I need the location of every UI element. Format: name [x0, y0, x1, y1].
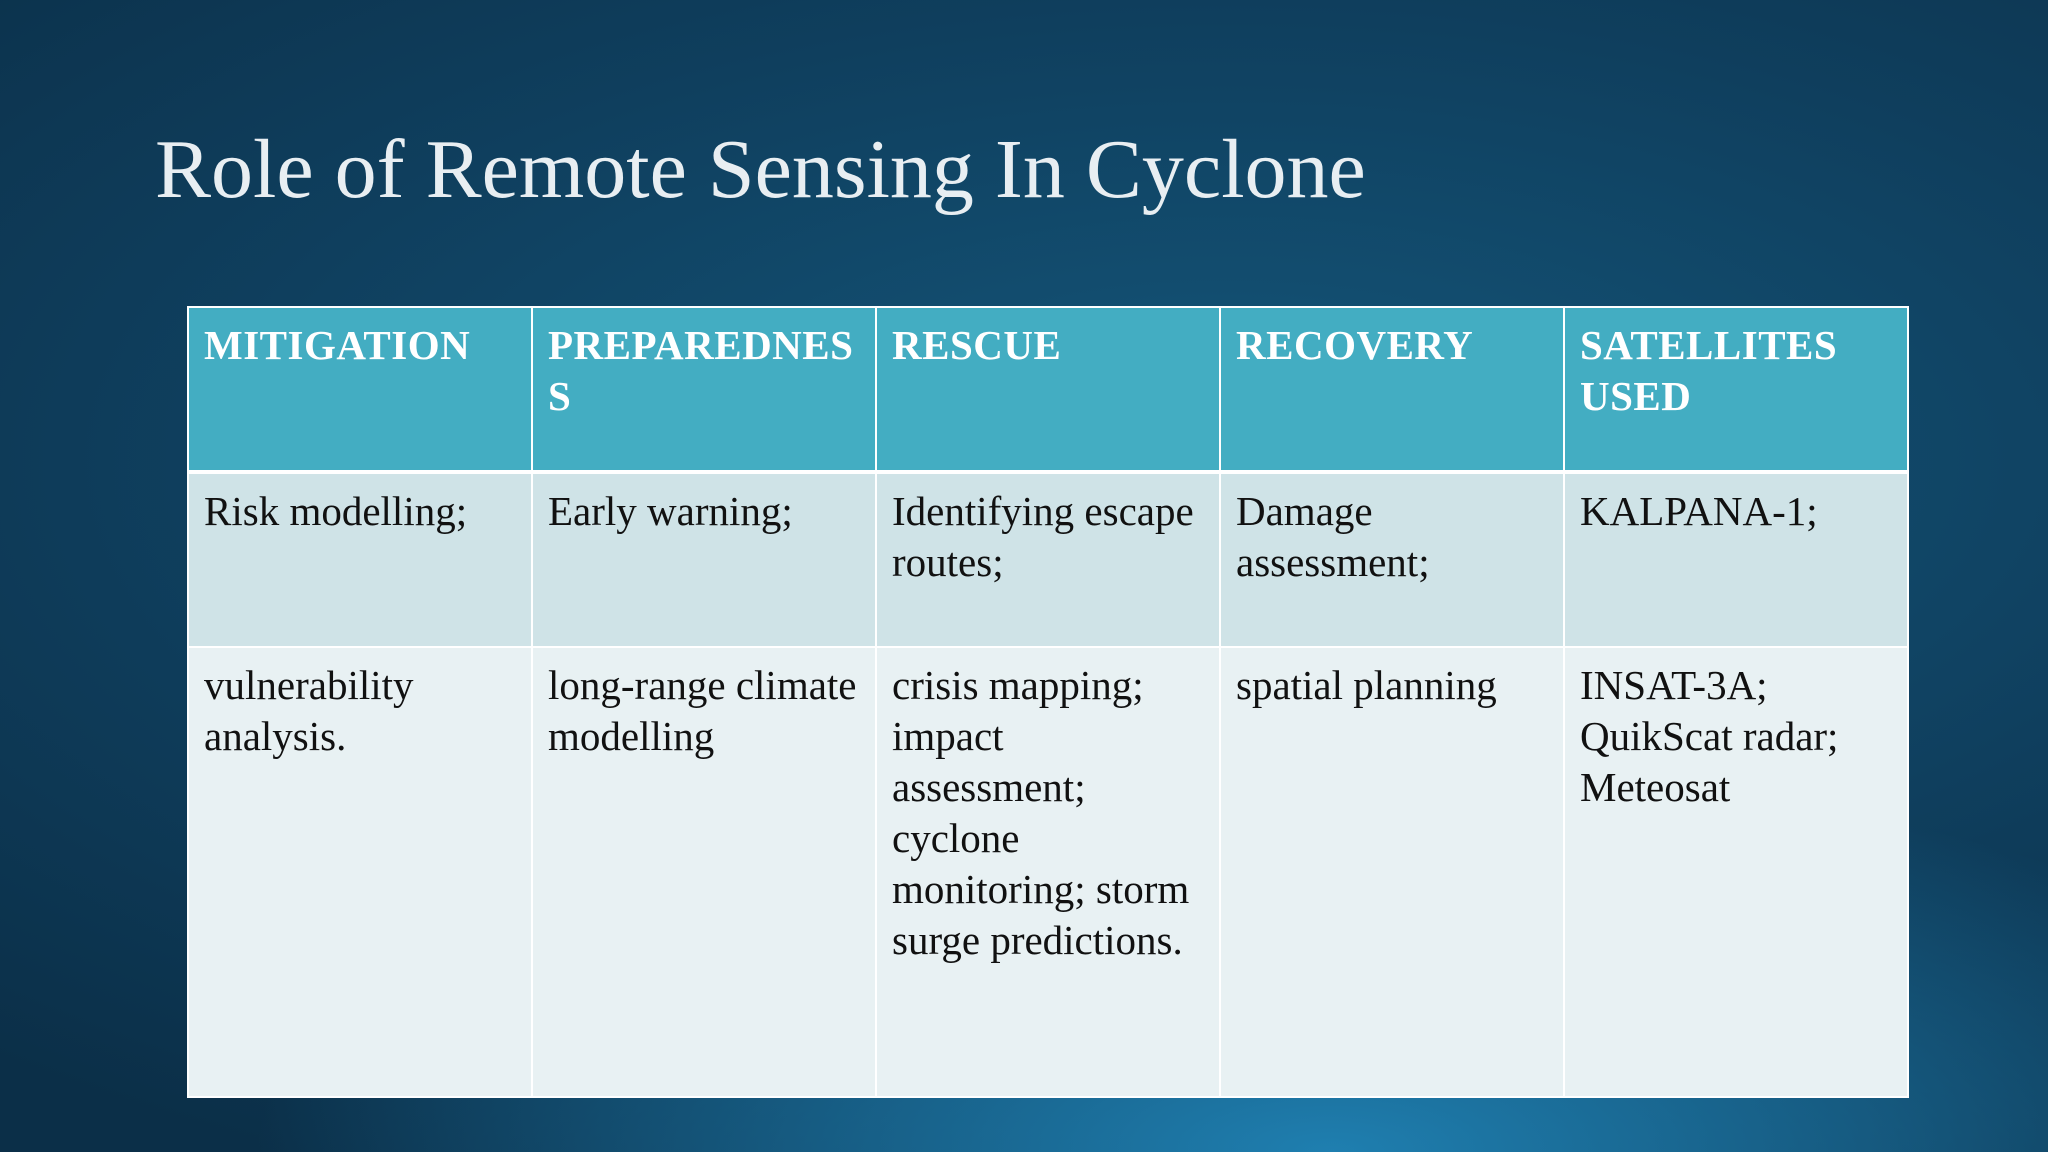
cell-recovery: Damage assessment; [1220, 472, 1564, 647]
cell-mitigation: vulnerability analysis. [188, 647, 532, 1097]
header-rescue: RESCUE [876, 307, 1220, 472]
cell-recovery: spatial planning [1220, 647, 1564, 1097]
header-recovery: RECOVERY [1220, 307, 1564, 472]
slide-title: Role of Remote Sensing In Cyclone [155, 123, 1366, 216]
header-satellites-used: SATELLITES USED [1564, 307, 1908, 472]
header-mitigation: MITIGATION [188, 307, 532, 472]
cell-satellites-used: INSAT-3A; QuikScat radar; Meteosat [1564, 647, 1908, 1097]
table-row [188, 472, 1908, 647]
cell-preparedness: long-range climate modelling [532, 647, 876, 1097]
cell-mitigation: Risk modelling; [188, 472, 532, 647]
cell-preparedness: Early warning; [532, 472, 876, 647]
cell-satellites-used: KALPANA-1; [1564, 472, 1908, 647]
cell-rescue: crisis mapping; impact assessment; cyclone monitoring; storm surge predictions. [876, 647, 1220, 1097]
table-row [188, 647, 1908, 1097]
table-header-row [188, 307, 1908, 472]
roles-table [187, 306, 1909, 1098]
header-preparedness: PREPAREDNESS [532, 307, 876, 472]
cell-rescue: Identifying escape routes; [876, 472, 1220, 647]
